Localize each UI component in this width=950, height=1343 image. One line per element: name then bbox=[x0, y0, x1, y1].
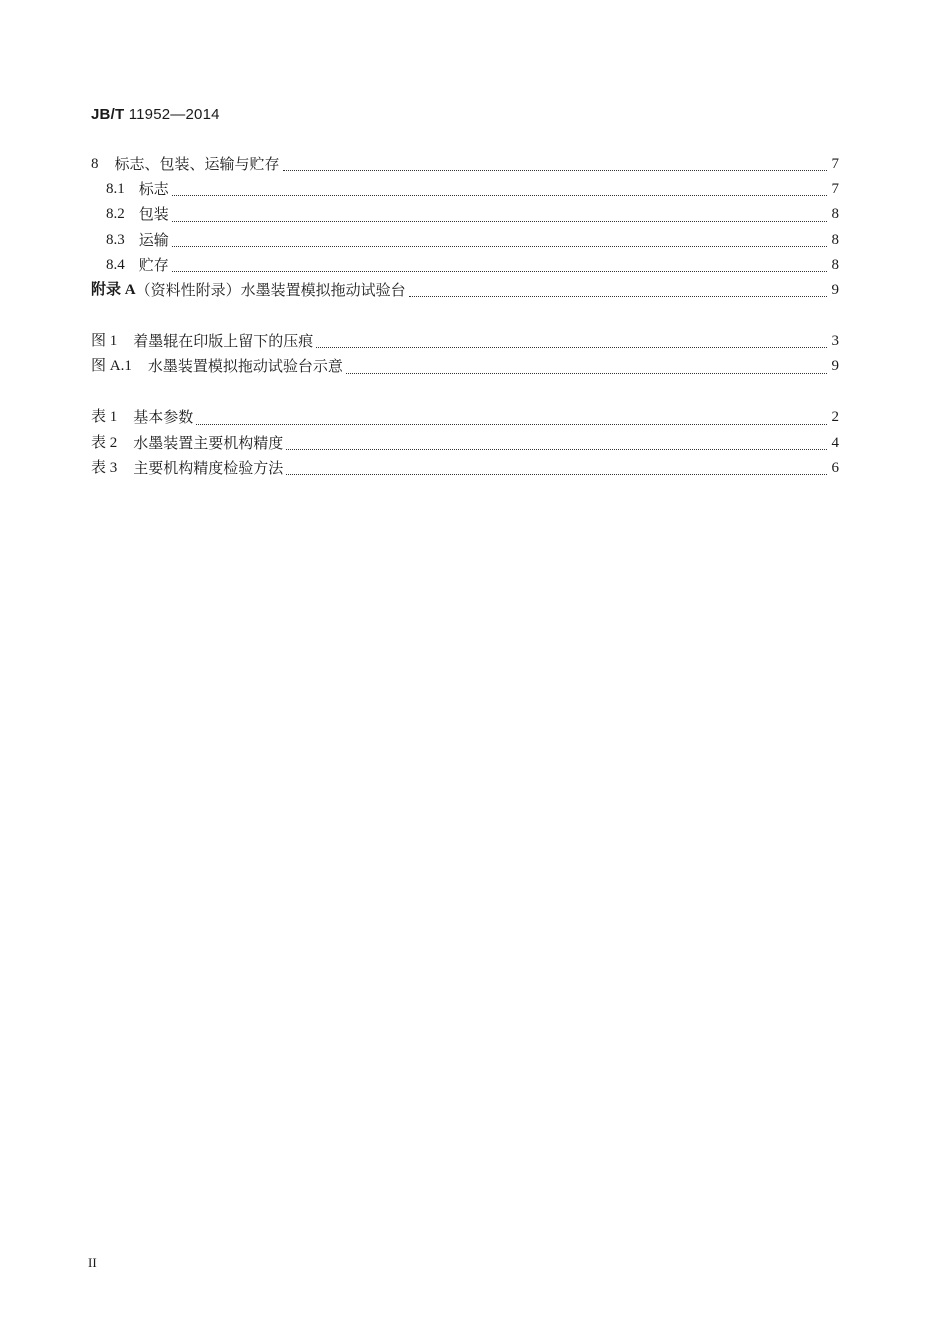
toc-dot-leader bbox=[172, 228, 827, 253]
toc-entry-page: 3 bbox=[831, 333, 839, 350]
toc-entry-8-2[interactable] bbox=[91, 202, 839, 227]
toc-entry-number: 8.3 bbox=[106, 231, 125, 248]
toc-entry-8-1[interactable] bbox=[91, 177, 839, 202]
toc-entry-title: 水墨装置主要机构精度 bbox=[133, 433, 284, 452]
toc-entry-title: 包装 bbox=[138, 205, 169, 224]
toc-entry-title: 着墨辊在印版上留下的压痕 bbox=[133, 332, 314, 351]
toc-dot-leader bbox=[172, 177, 827, 202]
toc-entry-figure-a1[interactable] bbox=[91, 354, 839, 379]
toc-entry-appendix-a[interactable] bbox=[91, 278, 839, 303]
toc-dot-leader bbox=[196, 406, 827, 431]
page-header bbox=[91, 106, 220, 123]
toc-entry-page: 9 bbox=[831, 358, 839, 375]
toc-entry-8-4[interactable] bbox=[91, 253, 839, 278]
toc-entry-page: 7 bbox=[831, 155, 839, 172]
toc-entry-title: （资料性附录）水墨装置模拟拖动试验台 bbox=[135, 280, 406, 299]
toc-chapters bbox=[91, 152, 839, 303]
toc-dot-leader bbox=[283, 152, 827, 177]
toc-entry-page: 4 bbox=[831, 434, 839, 451]
toc-entry-page: 8 bbox=[831, 206, 839, 223]
toc-entry-number: 8.4 bbox=[106, 256, 125, 273]
toc-dot-leader bbox=[409, 278, 827, 303]
toc-entry-title: 基本参数 bbox=[133, 408, 194, 427]
toc-entry-page: 9 bbox=[831, 281, 839, 298]
toc-dot-leader bbox=[346, 354, 827, 379]
table-of-contents bbox=[91, 152, 839, 481]
toc-entry-page: 8 bbox=[831, 231, 839, 248]
toc-dot-leader bbox=[286, 456, 827, 481]
toc-dot-leader bbox=[286, 431, 827, 456]
toc-entry-page: 8 bbox=[831, 256, 839, 273]
toc-entry-page: 2 bbox=[831, 409, 839, 426]
toc-entry-number: 表 1 bbox=[91, 409, 118, 426]
toc-entry-8-3[interactable] bbox=[91, 228, 839, 253]
toc-entry-title: 贮存 bbox=[138, 255, 169, 274]
toc-entry-number: 图 A.1 bbox=[91, 358, 132, 375]
standard-number: 11952—2014 bbox=[128, 106, 220, 123]
toc-entry-page: 6 bbox=[831, 459, 839, 476]
toc-entry-8[interactable] bbox=[91, 152, 839, 177]
toc-entry-table-1[interactable] bbox=[91, 406, 839, 431]
toc-entry-number: 表 2 bbox=[91, 434, 118, 451]
toc-dot-leader bbox=[316, 329, 827, 354]
toc-entry-table-3[interactable] bbox=[91, 456, 839, 481]
toc-entry-number: 8 bbox=[91, 155, 99, 172]
toc-figures bbox=[91, 329, 839, 379]
toc-entry-title: 标志、包装、运输与贮存 bbox=[114, 154, 280, 173]
page-number: II bbox=[88, 1255, 97, 1270]
toc-entry-figure-1[interactable] bbox=[91, 329, 839, 354]
toc-entry-number: 8.1 bbox=[106, 181, 125, 198]
toc-entry-title: 主要机构精度检验方法 bbox=[133, 458, 284, 477]
toc-dot-leader bbox=[172, 253, 827, 278]
toc-entry-number: 表 3 bbox=[91, 459, 118, 476]
standard-code: JB/T bbox=[91, 106, 125, 123]
toc-entry-number: 图 1 bbox=[91, 333, 118, 350]
toc-entry-number: 附录 A bbox=[91, 281, 136, 298]
toc-tables bbox=[91, 406, 839, 482]
toc-entry-page: 7 bbox=[831, 181, 839, 198]
toc-entry-title: 水墨装置模拟拖动试验台示意 bbox=[147, 357, 343, 376]
toc-entry-title: 运输 bbox=[138, 230, 169, 249]
toc-entry-title: 标志 bbox=[138, 180, 169, 199]
toc-entry-table-2[interactable] bbox=[91, 431, 839, 456]
toc-entry-number: 8.2 bbox=[106, 206, 125, 223]
toc-dot-leader bbox=[172, 202, 827, 227]
